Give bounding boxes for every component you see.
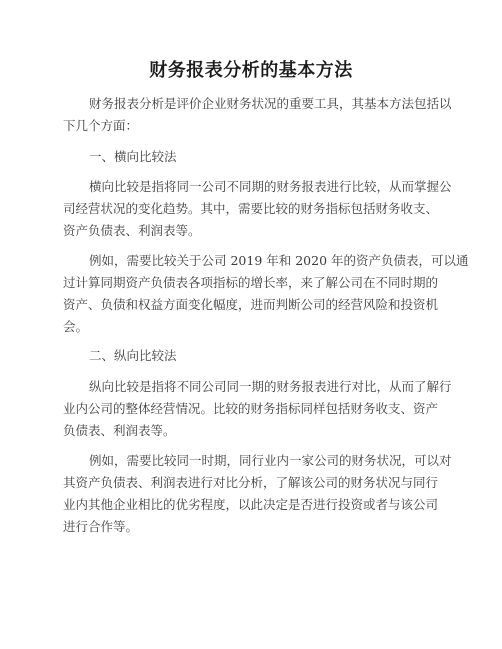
section2-paragraph-1 [63, 376, 452, 442]
section2-p1-line-3: 负债表、利润表等。 [63, 423, 176, 438]
section2-p2-line-4: 进行合作等。 [63, 519, 139, 534]
section2-p2-line-2: 其资产负债表、利润表进行对比分析，了解该公司的财务状况与同行 [63, 475, 439, 490]
section1-p1-line-3: 资产负债表、利润表等。 [63, 223, 201, 238]
section1-p1-line-2: 司经营状况的变化趋势。其中，需要比较的财务指标包括财务收支、 [63, 201, 439, 216]
section1-p2-line-3: 资产、负债和权益方面变化幅度，进而判断公司的经营风险和投资机 [63, 297, 439, 312]
section1-p2-line-1: 例如，需要比较关于公司 2019 年和 2020 年的资产负债表，可以通 [89, 253, 469, 268]
section1-p2-line-2: 过计算同期资产负债表各项指标的增长率，来了解公司在不同时期的 [63, 275, 439, 290]
section2-p1-line-2: 业内公司的整体经营情况。比较的财务指标同样包括财务收支、资产 [63, 401, 439, 416]
section1-heading: 一、横向比较法 [89, 149, 177, 164]
intro-paragraph [63, 93, 452, 137]
intro-line-1: 财务报表分析是评价企业财务状况的重要工具，其基本方法包括以 [89, 96, 452, 111]
section2-p2-line-1: 例如，需要比较同一时期，同行业内一家公司的财务状况，可以对 [89, 453, 452, 468]
section1-paragraph-2 [63, 250, 469, 338]
section2-p2-line-3: 业内其他企业相比的优劣程度，以此决定是否进行投资或者与该公司 [63, 497, 439, 512]
section1-p2-line-4: 会。 [63, 319, 89, 334]
section1-p1-line-1: 横向比较是指将同一公司不同期的财务报表进行比较，从而掌握公 [89, 179, 452, 194]
intro-line-2: 下几个方面： [63, 118, 139, 133]
document-title: 财务报表分析的基本方法 [149, 60, 353, 81]
section2-p1-line-1: 纵向比较是指将不同公司同一期的财务报表进行对比，从而了解行 [89, 379, 452, 394]
section2-paragraph-2 [63, 450, 452, 538]
section2-heading: 二、纵向比较法 [89, 348, 177, 363]
section1-paragraph-1 [63, 176, 452, 242]
